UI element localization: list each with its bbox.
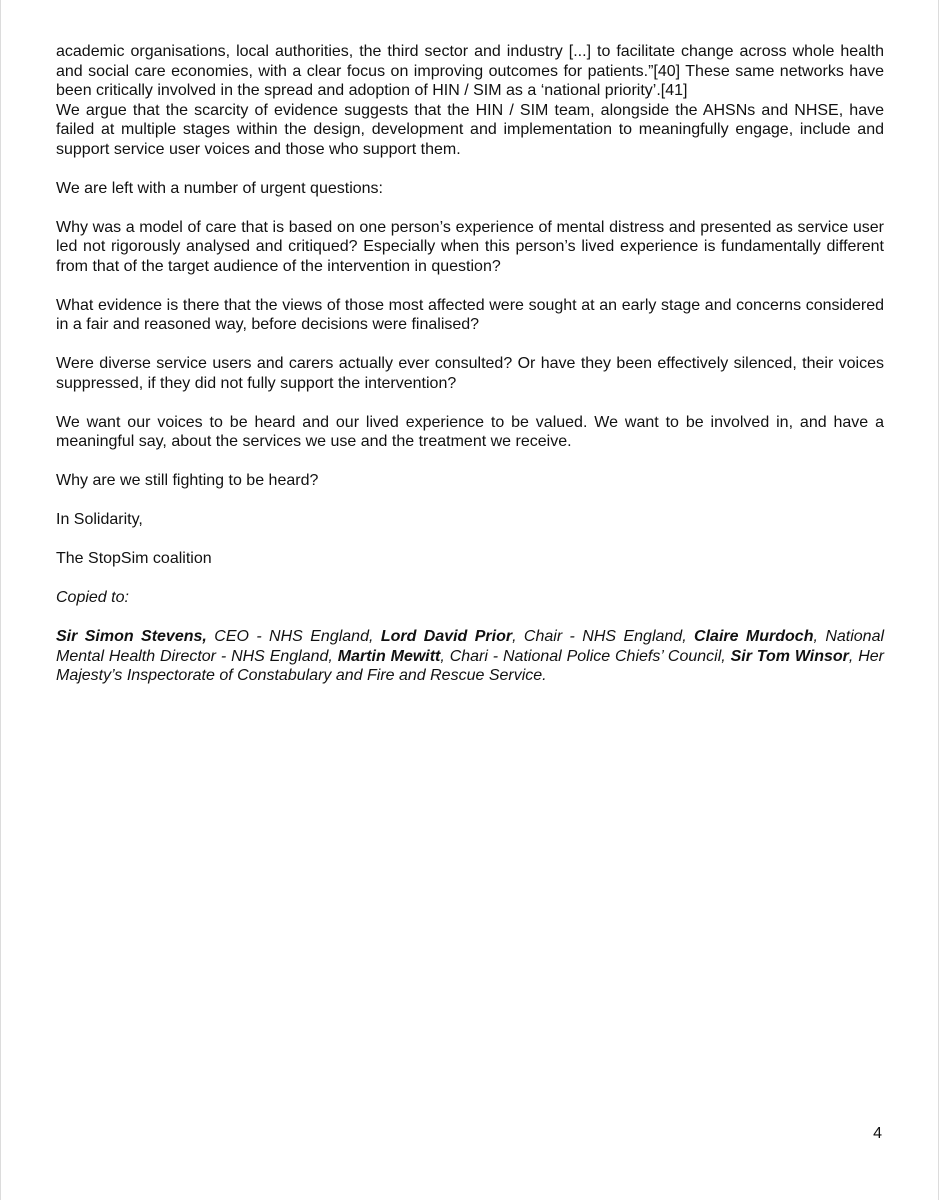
paragraph-voices: We want our voices to be heard and our lived experience to be valued. We want to be involved in, and have a meaningful say, about the services we use and the treatment we receive. xyxy=(56,413,884,450)
recipient-name: Sir Simon Stevens, xyxy=(56,628,207,645)
paragraph-question-consulted: Were diverse service users and carers actually ever consulted? Or have they been effectively silenced, their voices suppressed, if they did not fully support the intervention? xyxy=(56,355,884,392)
paragraph-question-model: Why was a model of care that is based on one person’s experience of mental distress and presented as service user led not rigorously analysed and critiqued? Especially when this person’s lived experience is fundamentally different from that of the target audience of the intervention in question? xyxy=(56,218,884,275)
signature-coalition: The StopSim coalition xyxy=(56,550,212,567)
paragraph-question-evidence: What evidence is there that the views of those most affected were sought at an early stage and concerns considered in a fair and reasoned way, before decisions were finalised? xyxy=(56,296,884,333)
paragraph-networks: academic organisations, local authorities, the third sector and industry [...] to facilitate change across whole health and social care economies, with a clear focus on improving outcomes for patients.”[40] These same networks have been critically involved in the spread and adoption of HIN / SIM as a ‘national priority’.[41] xyxy=(56,43,884,99)
copied-to-heading: Copied to: xyxy=(56,589,129,606)
recipient-role: , Chair - NHS England, xyxy=(512,628,695,645)
paragraph-questions-intro: We are left with a number of urgent questions: xyxy=(56,179,383,197)
paragraph-fighting: Why are we still fighting to be heard? xyxy=(56,472,319,489)
page-number: 4 xyxy=(873,1125,882,1142)
recipient-role: , Chari - National Police Chiefs’ Council, xyxy=(440,647,731,665)
recipient-role: , Her Majesty’s Inspectorate of Constabulary and Fire and Rescue Service. xyxy=(56,647,885,684)
recipient-name: Lord David Prior xyxy=(380,628,513,645)
recipient-role: , National Mental Health Director - NHS England, xyxy=(56,628,885,665)
recipient-role: CEO - NHS England, xyxy=(206,628,381,645)
recipient-name: Martin Mewitt xyxy=(337,647,441,665)
recipients-list xyxy=(56,627,884,686)
recipient-name: Claire Murdoch xyxy=(694,628,814,645)
closing-salutation: In Solidarity, xyxy=(56,511,143,528)
recipient-name: Sir Tom Winsor xyxy=(730,647,849,665)
page-content xyxy=(56,42,884,705)
paragraph-argument: We argue that the scarcity of evidence suggests that the HIN / SIM team, alongside the AHSNs and NHSE, have failed at multiple stages within the design, development and implementation to meaningfully engage, include and support service user voices and those who support them. xyxy=(56,101,884,158)
